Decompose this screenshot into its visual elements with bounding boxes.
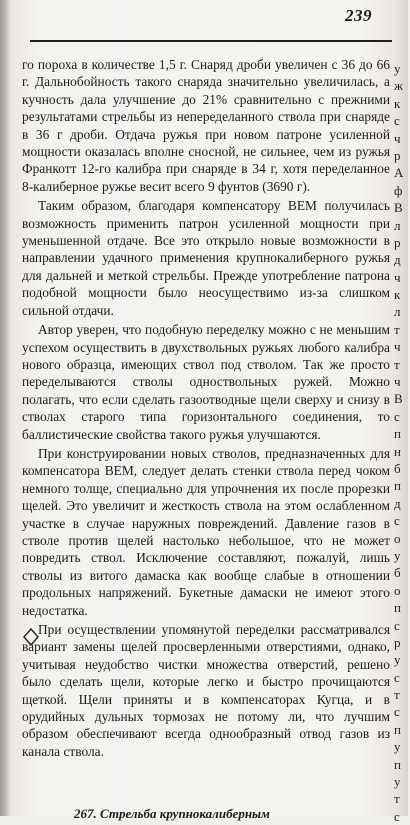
adjacent-page-letter: б bbox=[394, 460, 401, 476]
page-number: 239 bbox=[345, 6, 372, 25]
adjacent-page-letter: у bbox=[394, 739, 401, 755]
adjacent-page-letter: с bbox=[394, 704, 400, 720]
paragraph-3: Автор уверен, что подобную переделку можно с не меньшим успехом осуществить в двухствольных ружьях любого калибра нового образца, имеющих ствол под стволом. Так же просто переделываются стволы одноствольных ружей. Можно полагать, что если сделать газоотводные щели сверху и снизу в стволах старого типа горизонтального соединения, то баллистические свойства такого ружья улучшаются. bbox=[22, 322, 390, 442]
adjacent-page-letter: к bbox=[394, 287, 401, 303]
adjacent-page-letter: с bbox=[394, 513, 400, 529]
adjacent-page-letter: д bbox=[394, 252, 401, 268]
adjacent-page-letter: ж bbox=[394, 78, 403, 94]
header-rule bbox=[30, 40, 392, 42]
adjacent-page-letter: о bbox=[394, 530, 401, 546]
adjacent-page-letter: у bbox=[394, 547, 401, 563]
adjacent-page-letter: А bbox=[394, 165, 404, 181]
adjacent-page-letter: п bbox=[394, 756, 401, 772]
adjacent-page-letter: п bbox=[394, 721, 401, 737]
diamond-margin-mark-icon bbox=[22, 628, 40, 646]
adjacent-page-letter: у bbox=[394, 652, 401, 668]
paragraph-4: При конструировании новых стволов, предназначенных для компенсатора ВЕМ, следует делать стенки ствола перед чоком немного толще, специально для упрочнения их после прорезки щелей. Это увеличит и жесткость ствола на этом ослабленном участке в случае наружных повреждений. Давление газов в стволе против щелей настолько небольшое, что не может повредить ствол. Исключение составляют, пожалуй, лишь стволы из витого дамаска как вообще слабые в отношении продольных напряжений. Букетные дамаски не имеют этого недостатка. bbox=[22, 445, 390, 618]
main-text bbox=[22, 56, 390, 760]
paragraph-1: го пороха в количестве 1,5 г. Снаряд дроби увеличен с 36 до 66 г. Дальнобойность такого снаряда значительно увеличилась, а кучность дала улучшение до 21% сравнительно с прежними результатами стрельбы из непеределанного ствола при снаряде в 36 г дроби. Отдача ружья при новом патроне усиленной мощности оказалась вполне сносной, не сильнее, чем из ружья Франкотт 12-го калибра при снаряде в 34 г, хотя переделанное 8-калиберное ружье весит всего 9 фунтов (3690 г). bbox=[22, 57, 390, 194]
adjacent-page-letter: В bbox=[394, 200, 403, 216]
adjacent-page-letter: с bbox=[394, 113, 400, 129]
adjacent-page-letter: т bbox=[394, 356, 400, 372]
paragraph-5: При осуществлении упомянутой переделки рассматривался вариант замены щелей просверленными отверстиями, однако, учитывая неудобство чистки множества отверстий, решено было сделать щели, которые легко и быстро прочищаются щеткой. Щели приняты и в компенсаторах Кугца, и в орудийных дульных тормозах не потому ли, что лучшим образом обеспечивают всегда однообразный отвод газов из канала ствола. bbox=[22, 622, 390, 759]
adjacent-page-letter: ф bbox=[394, 182, 403, 198]
adjacent-page-letter: л bbox=[394, 217, 401, 233]
paragraph-2: Таким образом, благодаря компенсатору ВЕМ получилась возможность применить патрон усиленной мощности при уменьшенной отдаче. Все это открыло новые возможности в направлении удачного применения крупнокалиберного ружья для дальней и меткой стрельбы. Прежде употребление патрона подобной мощности было неосуществимо из-за слишком сильной отдачи. bbox=[22, 198, 390, 318]
adjacent-page-letter: п bbox=[394, 426, 401, 442]
adjacent-page-letter: ч bbox=[394, 269, 401, 285]
adjacent-page-letter: с bbox=[394, 408, 400, 424]
adjacent-page-letter: н bbox=[394, 443, 401, 459]
adjacent-page-letter: р bbox=[394, 634, 401, 650]
adjacent-page-letter: с bbox=[394, 617, 400, 633]
adjacent-page-letter: т bbox=[394, 687, 400, 703]
footer-heading: 267. Стрельба крупнокалиберным bbox=[74, 806, 270, 821]
binding-shadow bbox=[0, 0, 10, 816]
adjacent-page-letter: л bbox=[394, 304, 401, 320]
adjacent-page-letter: т bbox=[394, 791, 400, 807]
adjacent-page-letter: р bbox=[394, 234, 401, 250]
adjacent-page-letter: о bbox=[394, 582, 401, 598]
adjacent-page-fragment bbox=[394, 60, 410, 825]
adjacent-page-letter: ч bbox=[394, 374, 401, 390]
adjacent-page-letter: с bbox=[394, 669, 400, 685]
adjacent-page-letter: к bbox=[394, 95, 401, 111]
adjacent-page-letter: с bbox=[394, 808, 400, 824]
adjacent-page-letter: д bbox=[394, 495, 401, 511]
adjacent-page-letter: п bbox=[394, 478, 401, 494]
adjacent-page-letter: п bbox=[394, 600, 401, 616]
adjacent-page-letter: р bbox=[394, 147, 401, 163]
adjacent-page-letter: ч bbox=[394, 130, 401, 146]
adjacent-page-letter: В bbox=[394, 391, 403, 407]
adjacent-page-letter: у bbox=[394, 774, 401, 790]
adjacent-page-letter: ч bbox=[394, 339, 401, 355]
adjacent-page-letter: у bbox=[394, 61, 401, 76]
adjacent-page-letter: т bbox=[394, 321, 400, 337]
adjacent-page-letter: б bbox=[394, 565, 401, 581]
